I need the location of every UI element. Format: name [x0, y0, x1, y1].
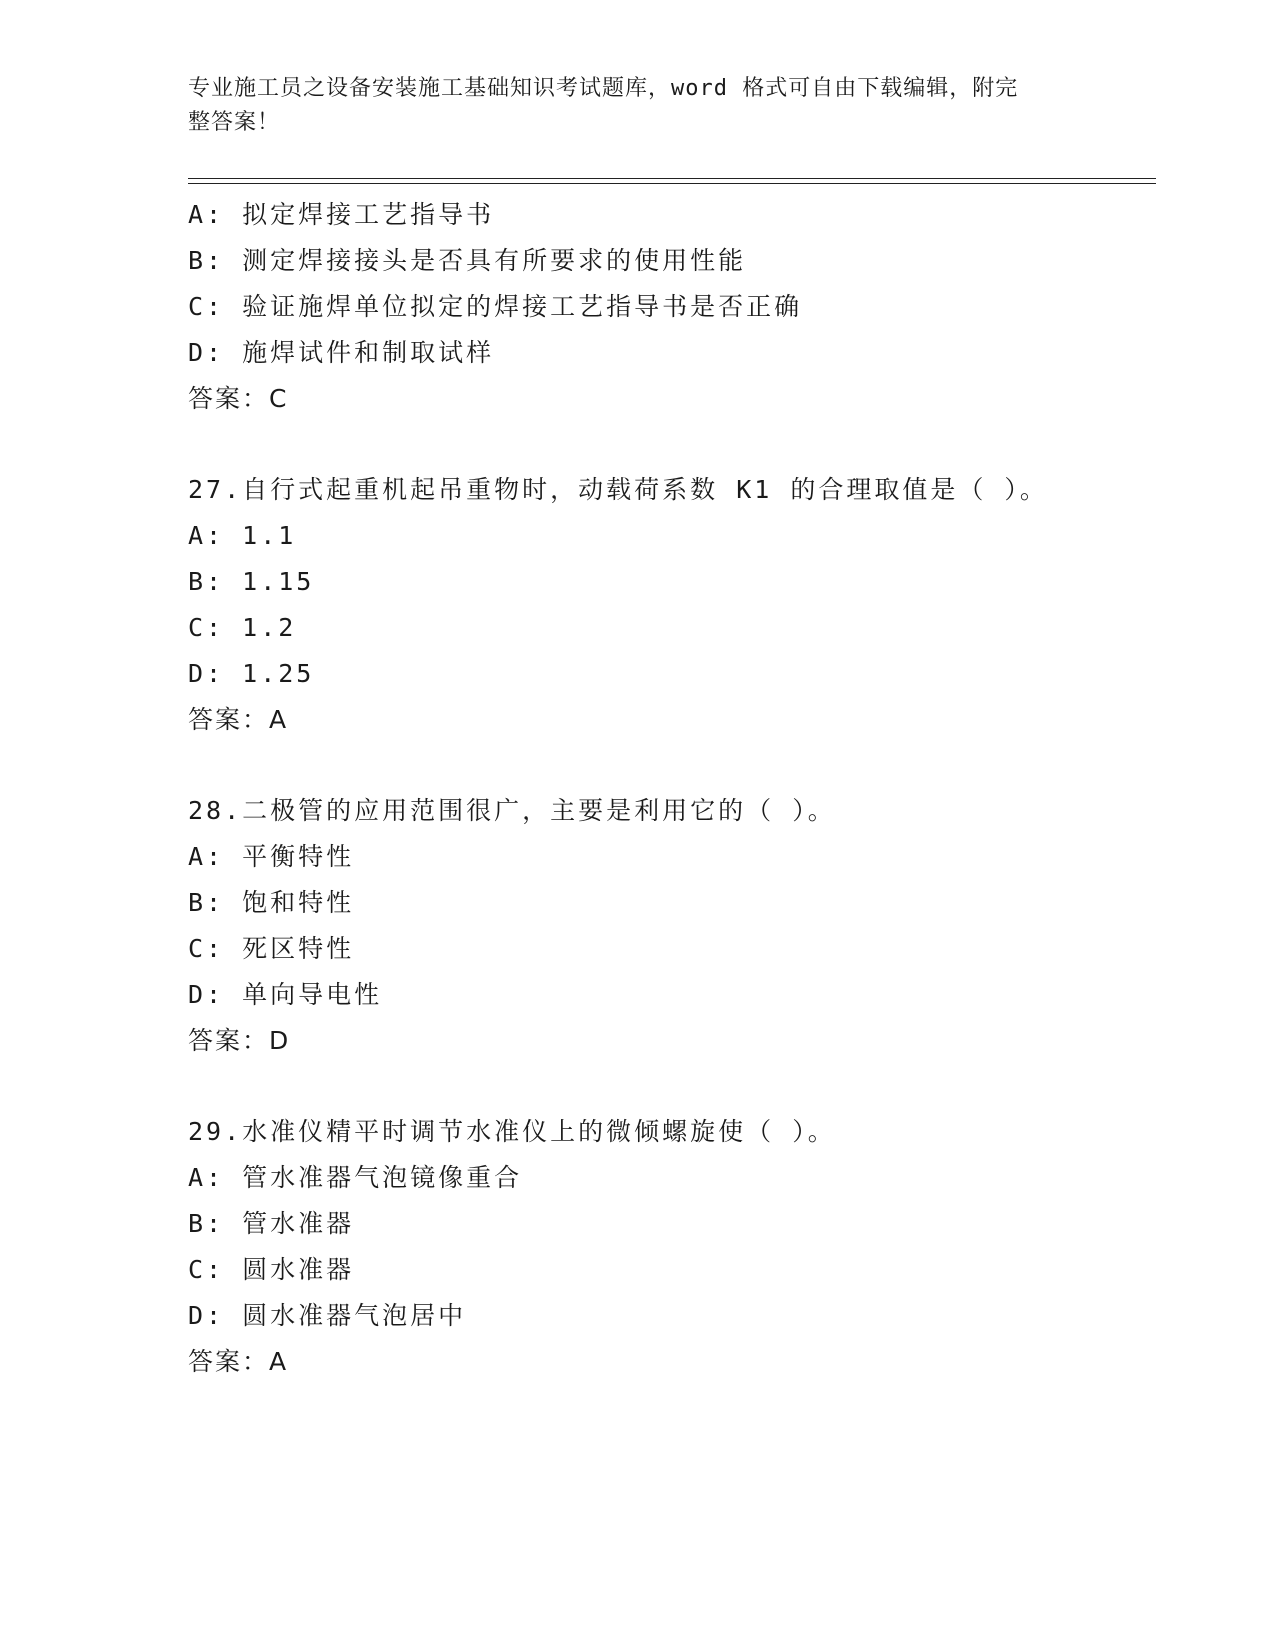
question-text: 29.水准仪精平时调节水准仪上的微倾螺旋使（ ）。: [188, 1117, 836, 1146]
spacer: [188, 1064, 1156, 1109]
option-b: B: 管水准器: [188, 1209, 355, 1238]
header-divider-top: [188, 178, 1156, 179]
question-26: [188, 192, 1156, 422]
option-d: D: 单向导电性: [188, 980, 383, 1009]
answer: 答案：A: [188, 1347, 289, 1376]
answer: 答案：A: [188, 705, 289, 734]
option-a: A: 1.1: [188, 521, 297, 550]
option-b: B: 测定焊接接头是否具有所要求的使用性能: [188, 246, 747, 275]
option-c: C: 死区特性: [188, 934, 355, 963]
option-a: A: 拟定焊接工艺指导书: [188, 200, 495, 229]
header-divider-bottom: [188, 183, 1156, 184]
document-header: [188, 72, 1068, 140]
question-29: [188, 1109, 1156, 1385]
option-b: B: 饱和特性: [188, 888, 355, 917]
answer: 答案：D: [188, 1026, 291, 1055]
option-a: A: 平衡特性: [188, 842, 355, 871]
option-c: C: 圆水准器: [188, 1255, 355, 1284]
question-27: [188, 467, 1156, 743]
header-line-2: 整答案！: [188, 110, 281, 135]
option-b: B: 1.15: [188, 567, 315, 596]
question-text: 27.自行式起重机起吊重物时，动载荷系数 K1 的合理取值是（ ）。: [188, 475, 1048, 504]
answer: 答案：C: [188, 384, 289, 413]
option-d: D: 施焊试件和制取试样: [188, 338, 495, 367]
option-d: D: 1.25: [188, 659, 315, 688]
spacer: [188, 743, 1156, 788]
option-c: C: 1.2: [188, 613, 297, 642]
question-list: [188, 192, 1156, 1385]
question-28: [188, 788, 1156, 1064]
option-c: C: 验证施焊单位拟定的焊接工艺指导书是否正确: [188, 292, 803, 321]
option-d: D: 圆水准器气泡居中: [188, 1301, 467, 1330]
header-line-1: 专业施工员之设备安装施工基础知识考试题库，word 格式可自由下载编辑，附完: [188, 76, 1019, 101]
option-a: A: 管水准器气泡镜像重合: [188, 1163, 523, 1192]
question-text: 28.二极管的应用范围很广，主要是利用它的（ ）。: [188, 796, 836, 825]
spacer: [188, 422, 1156, 467]
